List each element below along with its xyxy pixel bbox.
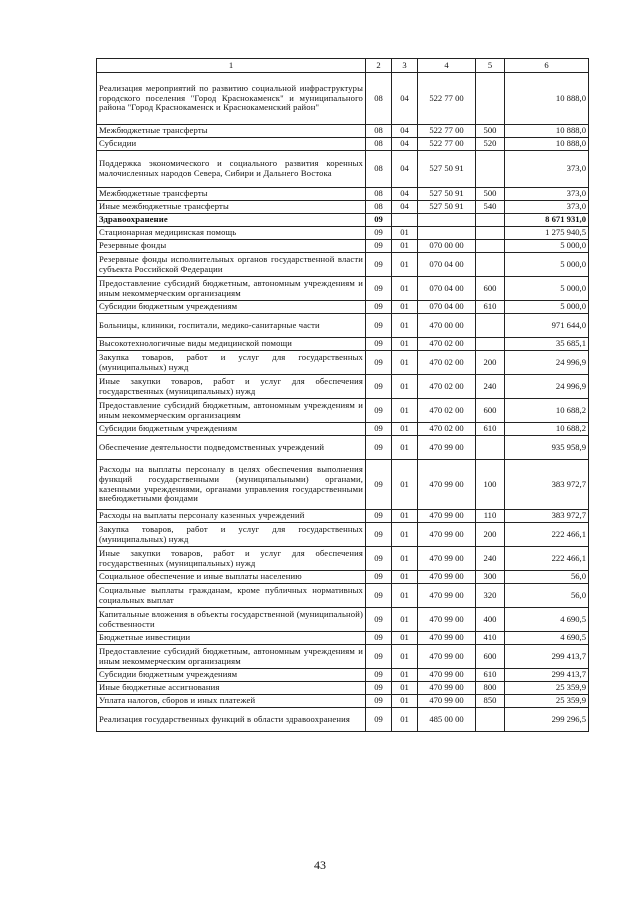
amount-cell: 24 996,9 (505, 351, 589, 375)
subsection-code-cell: 01 (392, 571, 418, 584)
subsection-code-cell: 04 (392, 201, 418, 214)
target-article-cell: 527 50 91 (418, 201, 476, 214)
target-article-cell: 470 99 00 (418, 436, 476, 460)
expense-type-cell (476, 338, 505, 351)
amount-cell: 5 000,0 (505, 277, 589, 301)
section-code-cell: 09 (366, 338, 392, 351)
target-article-cell: 470 99 00 (418, 608, 476, 632)
section-code-cell: 09 (366, 301, 392, 314)
section-code-cell: 09 (366, 708, 392, 732)
target-article-cell: 070 04 00 (418, 301, 476, 314)
row-name-cell: Субсидии бюджетным учреждениям (97, 301, 366, 314)
expense-type-cell: 200 (476, 351, 505, 375)
subsection-code-cell: 01 (392, 436, 418, 460)
section-code-cell: 09 (366, 436, 392, 460)
row-name-cell: Иные закупки товаров, работ и услуг для обеспечения государственных (муниципальных) нужд (97, 375, 366, 399)
amount-cell: 10 688,2 (505, 423, 589, 436)
subsection-code-cell: 01 (392, 240, 418, 253)
row-name-cell: Уплата налогов, сборов и иных платежей (97, 695, 366, 708)
subsection-code-cell: 01 (392, 338, 418, 351)
target-article-cell: 070 04 00 (418, 253, 476, 277)
table-row (97, 351, 589, 375)
expense-type-cell: 240 (476, 547, 505, 571)
subsection-code-cell: 04 (392, 151, 418, 188)
table-row (97, 510, 589, 523)
section-code-cell: 09 (366, 227, 392, 240)
section-code-cell: 09 (366, 375, 392, 399)
target-article-cell: 527 50 91 (418, 151, 476, 188)
row-name-cell: Расходы на выплаты персоналу казенных учреждений (97, 510, 366, 523)
table-row (97, 708, 589, 732)
expense-type-cell: 610 (476, 301, 505, 314)
amount-cell: 373,0 (505, 151, 589, 188)
subsection-code-cell: 01 (392, 301, 418, 314)
table-row (97, 645, 589, 669)
section-code-cell: 09 (366, 510, 392, 523)
section-code-cell: 08 (366, 73, 392, 125)
row-name-cell: Межбюджетные трансферты (97, 188, 366, 201)
table-row (97, 201, 589, 214)
section-code-cell: 09 (366, 423, 392, 436)
row-name-cell: Поддержка экономического и социального развития коренных малочисленных народов Севера, Сибири и Дальнего Востока (97, 151, 366, 188)
target-article-cell: 470 99 00 (418, 645, 476, 669)
section-code-cell: 09 (366, 351, 392, 375)
section-code-cell: 08 (366, 125, 392, 138)
table-row (97, 571, 589, 584)
column-header: 6 (505, 59, 589, 73)
expense-type-cell: 400 (476, 608, 505, 632)
row-name-cell: Предоставление субсидий бюджетным, автономным учреждениям и иным некоммерческим организациям (97, 399, 366, 423)
column-header: 5 (476, 59, 505, 73)
section-code-cell: 09 (366, 632, 392, 645)
table-row (97, 214, 589, 227)
subsection-code-cell: 04 (392, 125, 418, 138)
row-name-cell: Предоставление субсидий бюджетным, автономным учреждениям и иным некоммерческим организациям (97, 645, 366, 669)
target-article-cell: 470 02 00 (418, 375, 476, 399)
column-header: 4 (418, 59, 476, 73)
subsection-code-cell: 04 (392, 188, 418, 201)
target-article-cell (418, 214, 476, 227)
table-row (97, 423, 589, 436)
amount-cell: 5 000,0 (505, 240, 589, 253)
target-article-cell: 522 77 00 (418, 138, 476, 151)
table-row (97, 253, 589, 277)
section-code-cell: 09 (366, 214, 392, 227)
expense-type-cell (476, 151, 505, 188)
budget-table (96, 58, 589, 732)
section-code-cell: 09 (366, 523, 392, 547)
row-name-cell: Расходы на выплаты персоналу в целях обеспечения выполнения функций государственными (муниципальными) органами, казенными учреждениями, органами управления государственными внебюджетными фондами (97, 460, 366, 510)
subsection-code-cell: 01 (392, 399, 418, 423)
amount-cell: 56,0 (505, 571, 589, 584)
target-article-cell: 470 99 00 (418, 695, 476, 708)
row-name-cell: Закупка товаров, работ и услуг для государственных (муниципальных) нужд (97, 523, 366, 547)
row-name-cell: Высокотехнологичные виды медицинской помощи (97, 338, 366, 351)
amount-cell: 10 888,0 (505, 125, 589, 138)
section-code-cell: 09 (366, 399, 392, 423)
table-row (97, 240, 589, 253)
row-name-cell: Иные бюджетные ассигнования (97, 682, 366, 695)
expense-type-cell: 500 (476, 188, 505, 201)
table-row (97, 151, 589, 188)
expense-type-cell: 800 (476, 682, 505, 695)
amount-cell: 373,0 (505, 188, 589, 201)
row-name-cell: Социальные выплаты гражданам, кроме публичных нормативных социальных выплат (97, 584, 366, 608)
amount-cell: 971 644,0 (505, 314, 589, 338)
row-name-cell: Реализация государственных функций в области здравоохранения (97, 708, 366, 732)
row-name-cell: Субсидии бюджетным учреждениям (97, 423, 366, 436)
table-row (97, 584, 589, 608)
expense-type-cell (476, 436, 505, 460)
expense-type-cell: 240 (476, 375, 505, 399)
target-article-cell: 470 99 00 (418, 632, 476, 645)
amount-cell: 5 000,0 (505, 253, 589, 277)
table-row (97, 547, 589, 571)
target-article-cell: 522 77 00 (418, 125, 476, 138)
table-row (97, 436, 589, 460)
expense-type-cell (476, 314, 505, 338)
target-article-cell (418, 227, 476, 240)
target-article-cell: 527 50 91 (418, 188, 476, 201)
row-name-cell: Субсидии бюджетным учреждениям (97, 669, 366, 682)
section-code-cell: 09 (366, 682, 392, 695)
expense-type-cell (476, 240, 505, 253)
expense-type-cell: 320 (476, 584, 505, 608)
amount-cell: 10 688,2 (505, 399, 589, 423)
section-code-cell: 09 (366, 547, 392, 571)
section-code-cell: 09 (366, 277, 392, 301)
target-article-cell: 470 99 00 (418, 523, 476, 547)
row-name-cell: Резервные фонды исполнительных органов государственной власти субъекта Российской Федерации (97, 253, 366, 277)
subsection-code-cell: 01 (392, 314, 418, 338)
expense-type-cell: 600 (476, 399, 505, 423)
section-code-cell: 08 (366, 151, 392, 188)
section-code-cell: 08 (366, 188, 392, 201)
expense-type-cell: 100 (476, 460, 505, 510)
column-header: 3 (392, 59, 418, 73)
expense-type-cell: 540 (476, 201, 505, 214)
expense-type-cell (476, 708, 505, 732)
subsection-code-cell: 01 (392, 460, 418, 510)
section-code-cell: 08 (366, 201, 392, 214)
subsection-code-cell: 01 (392, 351, 418, 375)
section-code-cell: 09 (366, 460, 392, 510)
amount-cell: 24 996,9 (505, 375, 589, 399)
target-article-cell: 470 99 00 (418, 460, 476, 510)
row-name-cell: Закупка товаров, работ и услуг для государственных (муниципальных) нужд (97, 351, 366, 375)
section-code-cell: 08 (366, 138, 392, 151)
expense-type-cell: 410 (476, 632, 505, 645)
amount-cell: 935 958,9 (505, 436, 589, 460)
section-code-cell: 09 (366, 695, 392, 708)
target-article-cell: 470 02 00 (418, 423, 476, 436)
amount-cell: 35 685,1 (505, 338, 589, 351)
amount-cell: 4 690,5 (505, 608, 589, 632)
subsection-code-cell: 01 (392, 608, 418, 632)
subsection-code-cell: 01 (392, 510, 418, 523)
table-row (97, 338, 589, 351)
subsection-code-cell: 01 (392, 584, 418, 608)
subsection-code-cell: 01 (392, 277, 418, 301)
section-code-cell: 09 (366, 608, 392, 632)
table-row (97, 682, 589, 695)
target-article-cell: 485 00 00 (418, 708, 476, 732)
amount-cell: 373,0 (505, 201, 589, 214)
amount-cell: 222 466,1 (505, 547, 589, 571)
amount-cell: 10 888,0 (505, 138, 589, 151)
target-article-cell: 470 99 00 (418, 547, 476, 571)
row-name-cell: Больницы, клиники, госпитали, медико-санитарные части (97, 314, 366, 338)
subsection-code-cell: 01 (392, 423, 418, 436)
subsection-code-cell: 01 (392, 253, 418, 277)
subsection-code-cell: 01 (392, 227, 418, 240)
expense-type-cell: 110 (476, 510, 505, 523)
amount-cell: 1 275 940,5 (505, 227, 589, 240)
table-row (97, 460, 589, 510)
subsection-code-cell: 01 (392, 669, 418, 682)
row-name-cell: Социальное обеспечение и иные выплаты населению (97, 571, 366, 584)
row-name-cell: Стационарная медицинская помощь (97, 227, 366, 240)
row-name-cell: Субсидии (97, 138, 366, 151)
table-row (97, 399, 589, 423)
subsection-code-cell: 04 (392, 138, 418, 151)
target-article-cell: 470 02 00 (418, 338, 476, 351)
target-article-cell: 470 02 00 (418, 399, 476, 423)
amount-cell: 25 359,9 (505, 682, 589, 695)
amount-cell: 299 413,7 (505, 669, 589, 682)
subsection-code-cell: 01 (392, 375, 418, 399)
target-article-cell: 470 99 00 (418, 682, 476, 695)
table-row (97, 695, 589, 708)
expense-type-cell (476, 214, 505, 227)
expense-type-cell: 520 (476, 138, 505, 151)
subsection-code-cell: 01 (392, 682, 418, 695)
subsection-code-cell: 01 (392, 632, 418, 645)
amount-cell: 56,0 (505, 584, 589, 608)
expense-type-cell: 600 (476, 645, 505, 669)
table-row (97, 73, 589, 125)
expense-type-cell: 610 (476, 423, 505, 436)
expense-type-cell: 610 (476, 669, 505, 682)
subsection-code-cell: 01 (392, 523, 418, 547)
row-name-cell: Бюджетные инвестиции (97, 632, 366, 645)
column-header: 1 (97, 59, 366, 73)
row-name-cell: Иные закупки товаров, работ и услуг для обеспечения государственных (муниципальных) нужд (97, 547, 366, 571)
page-number: 43 (314, 858, 326, 872)
section-code-cell: 09 (366, 669, 392, 682)
table-row (97, 632, 589, 645)
target-article-cell: 470 99 00 (418, 669, 476, 682)
row-name-cell: Реализация мероприятий по развитию социальной инфраструктуры городского поселения "Город Краснокаменск" и муниципального района "Город Краснокаменск и Краснокаменский район" (97, 73, 366, 125)
section-code-cell: 09 (366, 253, 392, 277)
subsection-code-cell: 01 (392, 547, 418, 571)
subsection-code-cell: 01 (392, 695, 418, 708)
amount-cell: 383 972,7 (505, 460, 589, 510)
table-row (97, 314, 589, 338)
subsection-code-cell: 01 (392, 708, 418, 732)
table-row (97, 523, 589, 547)
amount-cell: 5 000,0 (505, 301, 589, 314)
row-name-cell: Резервные фонды (97, 240, 366, 253)
target-article-cell: 522 77 00 (418, 73, 476, 125)
column-header: 2 (366, 59, 392, 73)
table-row (97, 125, 589, 138)
section-code-cell: 09 (366, 571, 392, 584)
amount-cell: 222 466,1 (505, 523, 589, 547)
table-row (97, 375, 589, 399)
table-row (97, 669, 589, 682)
table-row (97, 188, 589, 201)
amount-cell: 8 671 931,0 (505, 214, 589, 227)
amount-cell: 4 690,5 (505, 632, 589, 645)
amount-cell: 10 888,0 (505, 73, 589, 125)
section-code-cell: 09 (366, 314, 392, 338)
amount-cell: 25 359,9 (505, 695, 589, 708)
row-name-cell: Предоставление субсидий бюджетным, автономным учреждениям и иным некоммерческим организациям (97, 277, 366, 301)
expense-type-cell: 300 (476, 571, 505, 584)
subsection-code-cell (392, 214, 418, 227)
table-row (97, 138, 589, 151)
expense-type-cell (476, 227, 505, 240)
target-article-cell: 470 00 00 (418, 314, 476, 338)
table-header-row (97, 59, 589, 73)
row-name-cell: Капитальные вложения в объекты государственной (муниципальной) собственности (97, 608, 366, 632)
target-article-cell: 470 02 00 (418, 351, 476, 375)
section-code-cell: 09 (366, 240, 392, 253)
table-row (97, 301, 589, 314)
expense-type-cell: 850 (476, 695, 505, 708)
subsection-code-cell: 01 (392, 645, 418, 669)
amount-cell: 299 413,7 (505, 645, 589, 669)
row-name-cell: Здравоохранение (97, 214, 366, 227)
target-article-cell: 470 99 00 (418, 510, 476, 523)
amount-cell: 299 296,5 (505, 708, 589, 732)
row-name-cell: Иные межбюджетные трансферты (97, 201, 366, 214)
target-article-cell: 070 04 00 (418, 277, 476, 301)
amount-cell: 383 972,7 (505, 510, 589, 523)
expense-type-cell: 600 (476, 277, 505, 301)
table-row (97, 227, 589, 240)
target-article-cell: 470 99 00 (418, 571, 476, 584)
target-article-cell: 070 00 00 (418, 240, 476, 253)
subsection-code-cell: 04 (392, 73, 418, 125)
section-code-cell: 09 (366, 584, 392, 608)
table-row (97, 277, 589, 301)
expense-type-cell: 500 (476, 125, 505, 138)
expense-type-cell (476, 253, 505, 277)
expense-type-cell (476, 73, 505, 125)
target-article-cell: 470 99 00 (418, 584, 476, 608)
table-row (97, 608, 589, 632)
expense-type-cell: 200 (476, 523, 505, 547)
section-code-cell: 09 (366, 645, 392, 669)
table-body (97, 73, 589, 732)
row-name-cell: Межбюджетные трансферты (97, 125, 366, 138)
row-name-cell: Обеспечение деятельности подведомственных учреждений (97, 436, 366, 460)
